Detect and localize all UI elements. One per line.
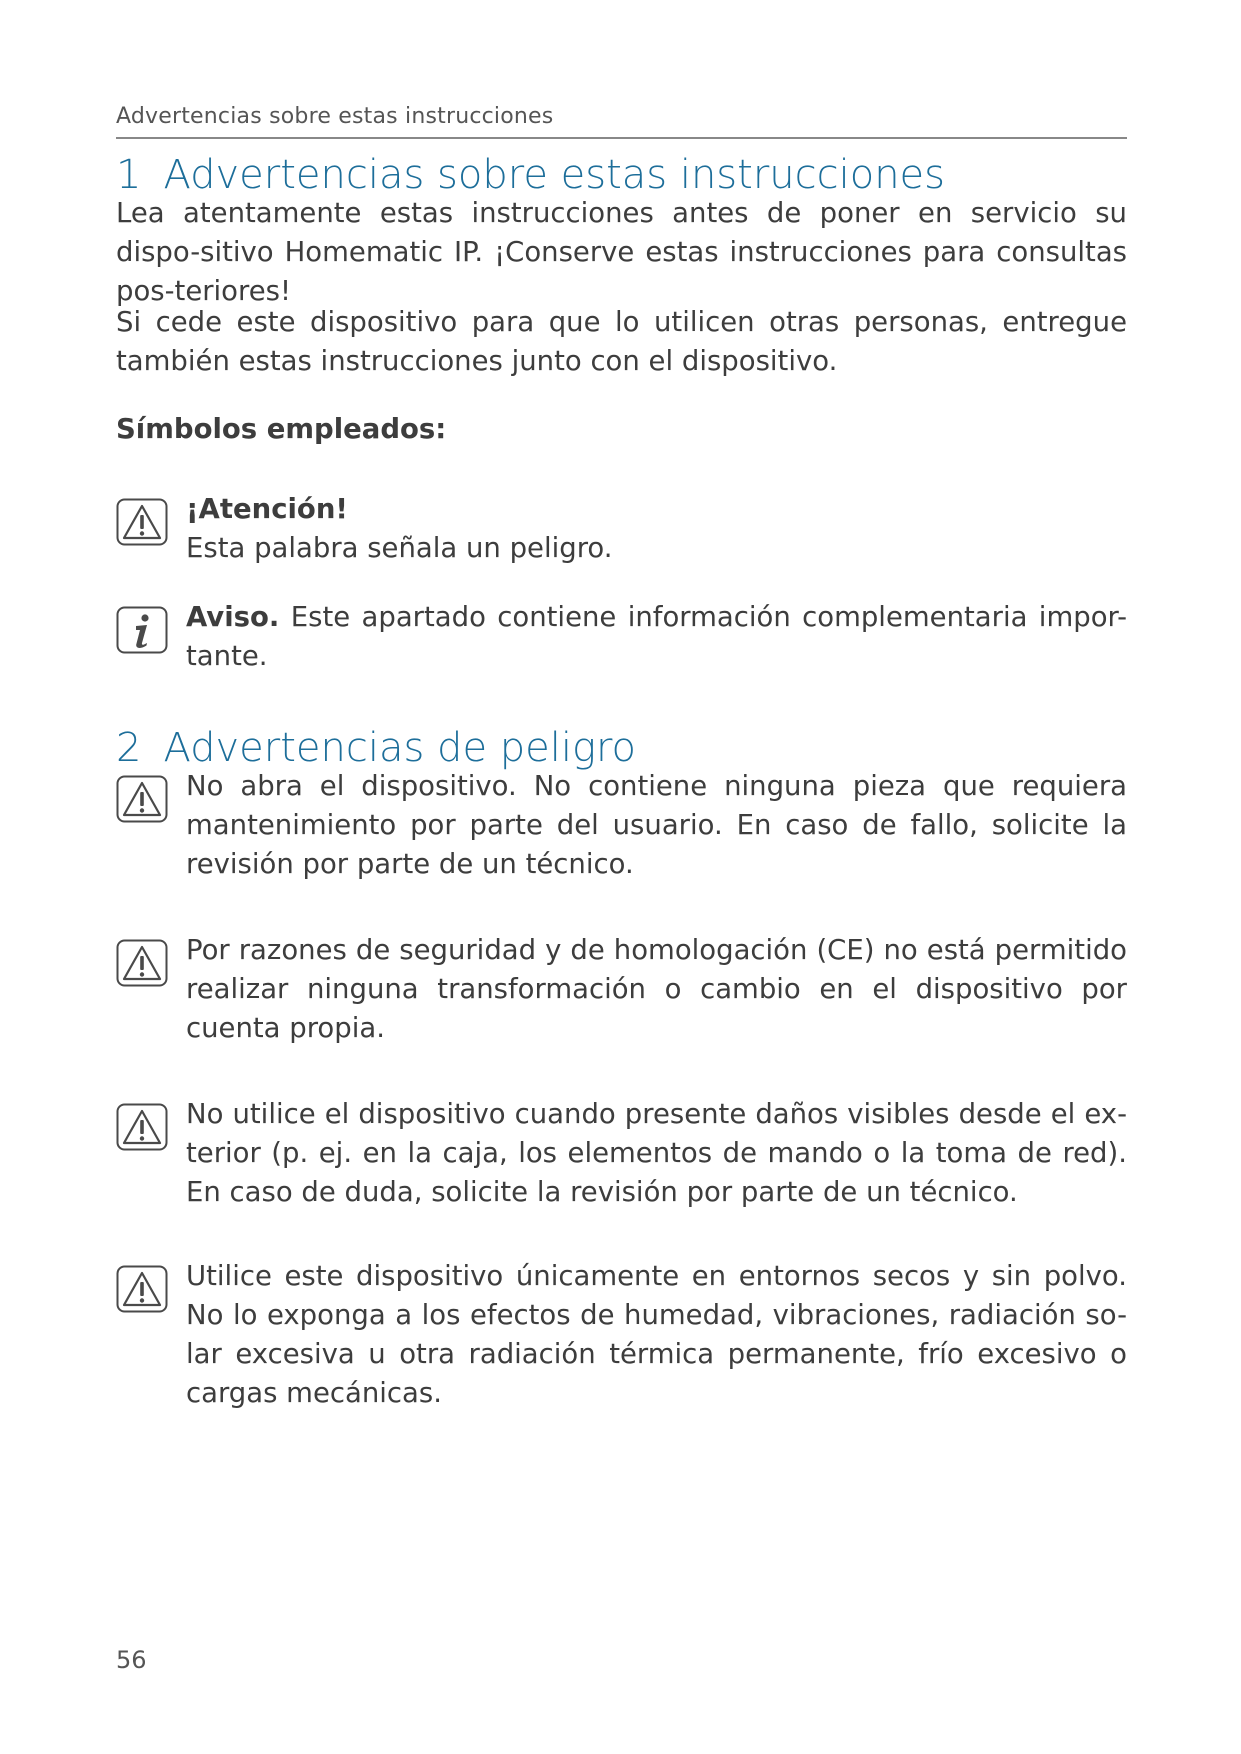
notice-title: Aviso. [186,601,280,633]
page-number: 56 [116,1646,147,1674]
attention-description: Esta palabra señala un peligro. [186,532,613,564]
section-1-title: Advertencias sobre estas instrucciones [163,152,945,198]
warning-text: No abra el dispositivo. No contiene ninguna pieza que requiera mantenimiento por parte del usuario. En caso de fallo, solicite la revisión por parte de un técnico. [186,770,1127,880]
running-header: Advertencias sobre estas instrucciones [116,104,554,129]
warning-triangle-icon [116,939,168,987]
section-1-heading [116,152,945,198]
notice-text-block [186,598,1127,676]
warning-text: Utilice este dispositivo únicamente en entornos secos y sin polvo. No lo exponga a los efectos de humedad, vibraciones, radiación so-lar excesiva u otra radiación térmica permanente, frío excesivo o cargas mecánicas. [186,1260,1127,1409]
notice-description: Este apartado contiene información complementaria impor-tante. [186,601,1127,672]
warning-text: No utilice el dispositivo cuando presente daños visibles desde el ex-terior (p. ej. en la caja, los elementos de mando o la toma de red). En caso de duda, solicite la revisión por parte de un técnico. [186,1098,1127,1208]
warning-item [116,934,1127,1044]
warning-item [116,770,1127,880]
intro-paragraph-2: Si cede este dispositivo para que lo utilicen otras personas, entregue también estas instrucciones junto con el dispositivo. [116,306,1127,377]
notice-note [116,601,1127,672]
warning-triangle-icon [116,775,168,823]
attention-text-block [186,490,1127,568]
warning-item [116,1260,1127,1409]
section-2-number: 2 [116,725,142,771]
section-2-heading [116,725,636,771]
info-icon [116,606,168,654]
section-1-number: 1 [116,152,142,198]
warning-triangle-icon [116,1103,168,1151]
warning-triangle-icon [116,1265,168,1313]
section-2-title: Advertencias de peligro [163,725,637,771]
intro-paragraph-1: Lea atentamente estas instrucciones antes de poner en servicio su dispo-sitivo Homematic IP. ¡Conserve estas instrucciones para consultas pos-teriores! [116,197,1127,307]
warning-triangle-icon [116,498,168,546]
attention-note [116,493,1127,564]
warning-item [116,1098,1127,1208]
header-divider [116,137,1127,139]
attention-title: ¡Atención! [186,493,348,525]
warning-text: Por razones de seguridad y de homologación (CE) no está permitido realizar ninguna transformación o cambio en el dispositivo por cuenta propia. [186,934,1127,1044]
symbols-heading: Símbolos empleados: [116,413,447,445]
